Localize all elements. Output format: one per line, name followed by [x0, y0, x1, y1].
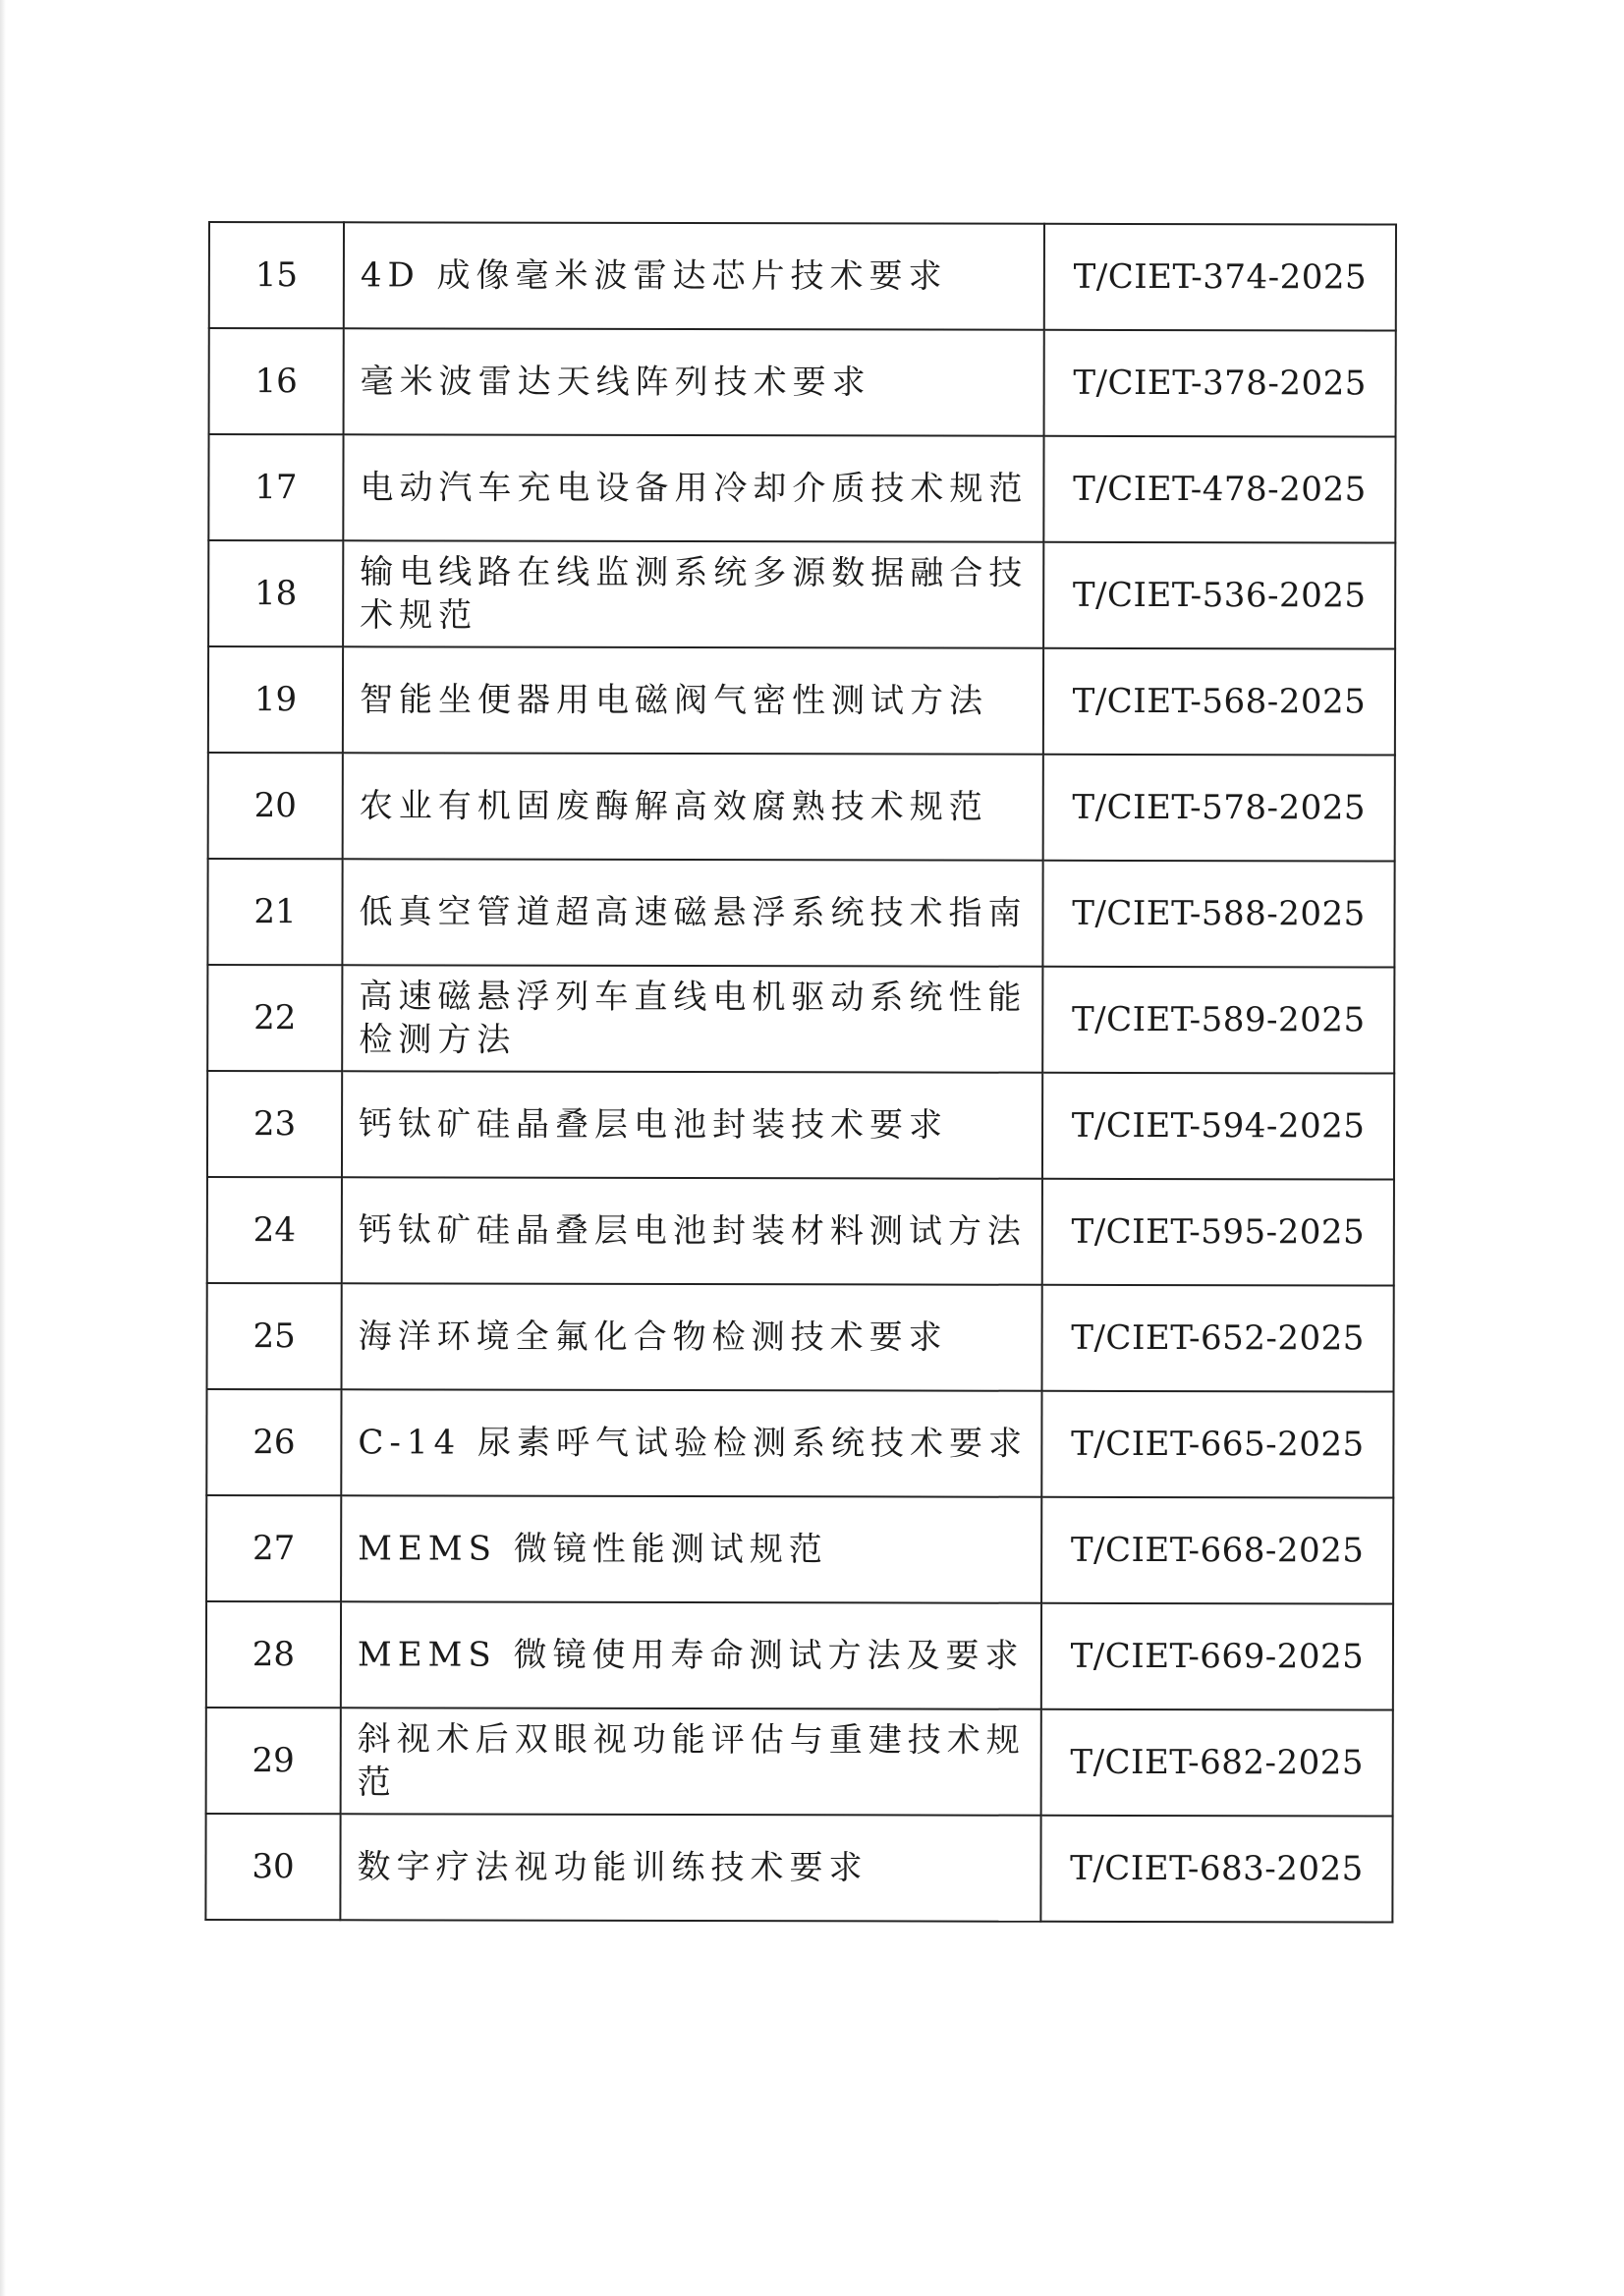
table-row — [207, 1283, 1394, 1392]
standard-code: T/CIET-478-2025 — [1043, 436, 1395, 543]
standards-table-body — [205, 222, 1396, 1923]
table-row — [206, 1601, 1393, 1710]
standard-title: 4D 成像毫米波雷达芯片技术要求 — [344, 222, 1044, 329]
standard-title: C-14 尿素呼气试验检测系统技术要求 — [341, 1389, 1041, 1496]
standard-title: 农业有机固废酶解高效腐熟技术规范 — [343, 753, 1043, 860]
table-row — [207, 965, 1394, 1074]
standard-title: MEMS 微镜使用寿命测试方法及要求 — [341, 1601, 1041, 1708]
table-row — [206, 1389, 1393, 1498]
row-number: 22 — [207, 965, 342, 1071]
row-number: 18 — [208, 540, 343, 646]
standards-table-container — [204, 221, 1395, 1980]
table-row — [208, 434, 1395, 543]
table-row — [208, 753, 1395, 862]
row-number: 19 — [208, 646, 343, 753]
standard-code: T/CIET-589-2025 — [1042, 967, 1394, 1074]
standard-title: MEMS 微镜性能测试规范 — [341, 1495, 1041, 1602]
table-row — [209, 328, 1396, 437]
standard-code: T/CIET-665-2025 — [1041, 1391, 1393, 1498]
standard-title: 低真空管道超高速磁悬浮系统技术指南 — [342, 859, 1042, 966]
row-number: 23 — [207, 1071, 342, 1177]
row-number: 24 — [207, 1177, 342, 1283]
standard-title: 智能坐便器用电磁阀气密性测试方法 — [343, 646, 1043, 754]
row-number: 30 — [205, 1814, 340, 1920]
row-number: 27 — [206, 1495, 341, 1601]
row-number: 25 — [207, 1283, 342, 1389]
standard-code: T/CIET-568-2025 — [1043, 648, 1395, 756]
table-row — [207, 1177, 1394, 1286]
standard-code: T/CIET-683-2025 — [1040, 1816, 1392, 1923]
row-number: 26 — [206, 1389, 341, 1495]
standard-title: 钙钛矿硅晶叠层电池封装技术要求 — [342, 1071, 1042, 1178]
table-row — [207, 1071, 1394, 1180]
standard-code: T/CIET-668-2025 — [1041, 1497, 1393, 1604]
standard-title: 毫米波雷达天线阵列技术要求 — [344, 328, 1044, 435]
scan-edge-shadow — [0, 0, 6, 2296]
standard-title: 海洋环境全氟化合物检测技术要求 — [342, 1283, 1042, 1390]
table-row — [205, 1814, 1392, 1923]
standard-title: 数字疗法视功能训练技术要求 — [340, 1814, 1040, 1921]
row-number: 17 — [208, 434, 343, 540]
table-row — [209, 222, 1396, 331]
row-number: 16 — [209, 328, 344, 434]
row-number: 20 — [208, 753, 343, 859]
standard-code: T/CIET-378-2025 — [1044, 330, 1396, 437]
table-row — [206, 1708, 1393, 1817]
standard-title: 钙钛矿硅晶叠层电池封装材料测试方法 — [342, 1177, 1042, 1284]
standard-code: T/CIET-594-2025 — [1042, 1073, 1394, 1180]
standards-table — [204, 221, 1397, 1924]
standard-code: T/CIET-536-2025 — [1043, 542, 1395, 649]
row-number: 29 — [206, 1708, 341, 1814]
standard-code: T/CIET-588-2025 — [1042, 861, 1394, 968]
standard-title: 电动汽车充电设备用冷却介质技术规范 — [343, 434, 1043, 541]
table-row — [208, 646, 1395, 756]
row-number: 21 — [207, 859, 342, 965]
table-row — [208, 540, 1395, 649]
standard-code: T/CIET-682-2025 — [1041, 1709, 1393, 1817]
standard-title: 高速磁悬浮列车直线电机驱动系统性能检测方法 — [342, 965, 1042, 1072]
standard-code: T/CIET-652-2025 — [1042, 1285, 1394, 1392]
standard-code: T/CIET-578-2025 — [1043, 755, 1395, 862]
table-row — [207, 859, 1394, 968]
standard-code: T/CIET-595-2025 — [1042, 1179, 1394, 1286]
standard-code: T/CIET-374-2025 — [1044, 224, 1396, 331]
standard-code: T/CIET-669-2025 — [1041, 1603, 1393, 1710]
standard-title: 输电线路在线监测系统多源数据融合技术规范 — [343, 540, 1043, 647]
table-row — [206, 1495, 1393, 1604]
standard-title: 斜视术后双眼视功能评估与重建技术规范 — [341, 1708, 1041, 1815]
row-number: 28 — [206, 1601, 341, 1708]
row-number: 15 — [209, 222, 344, 328]
